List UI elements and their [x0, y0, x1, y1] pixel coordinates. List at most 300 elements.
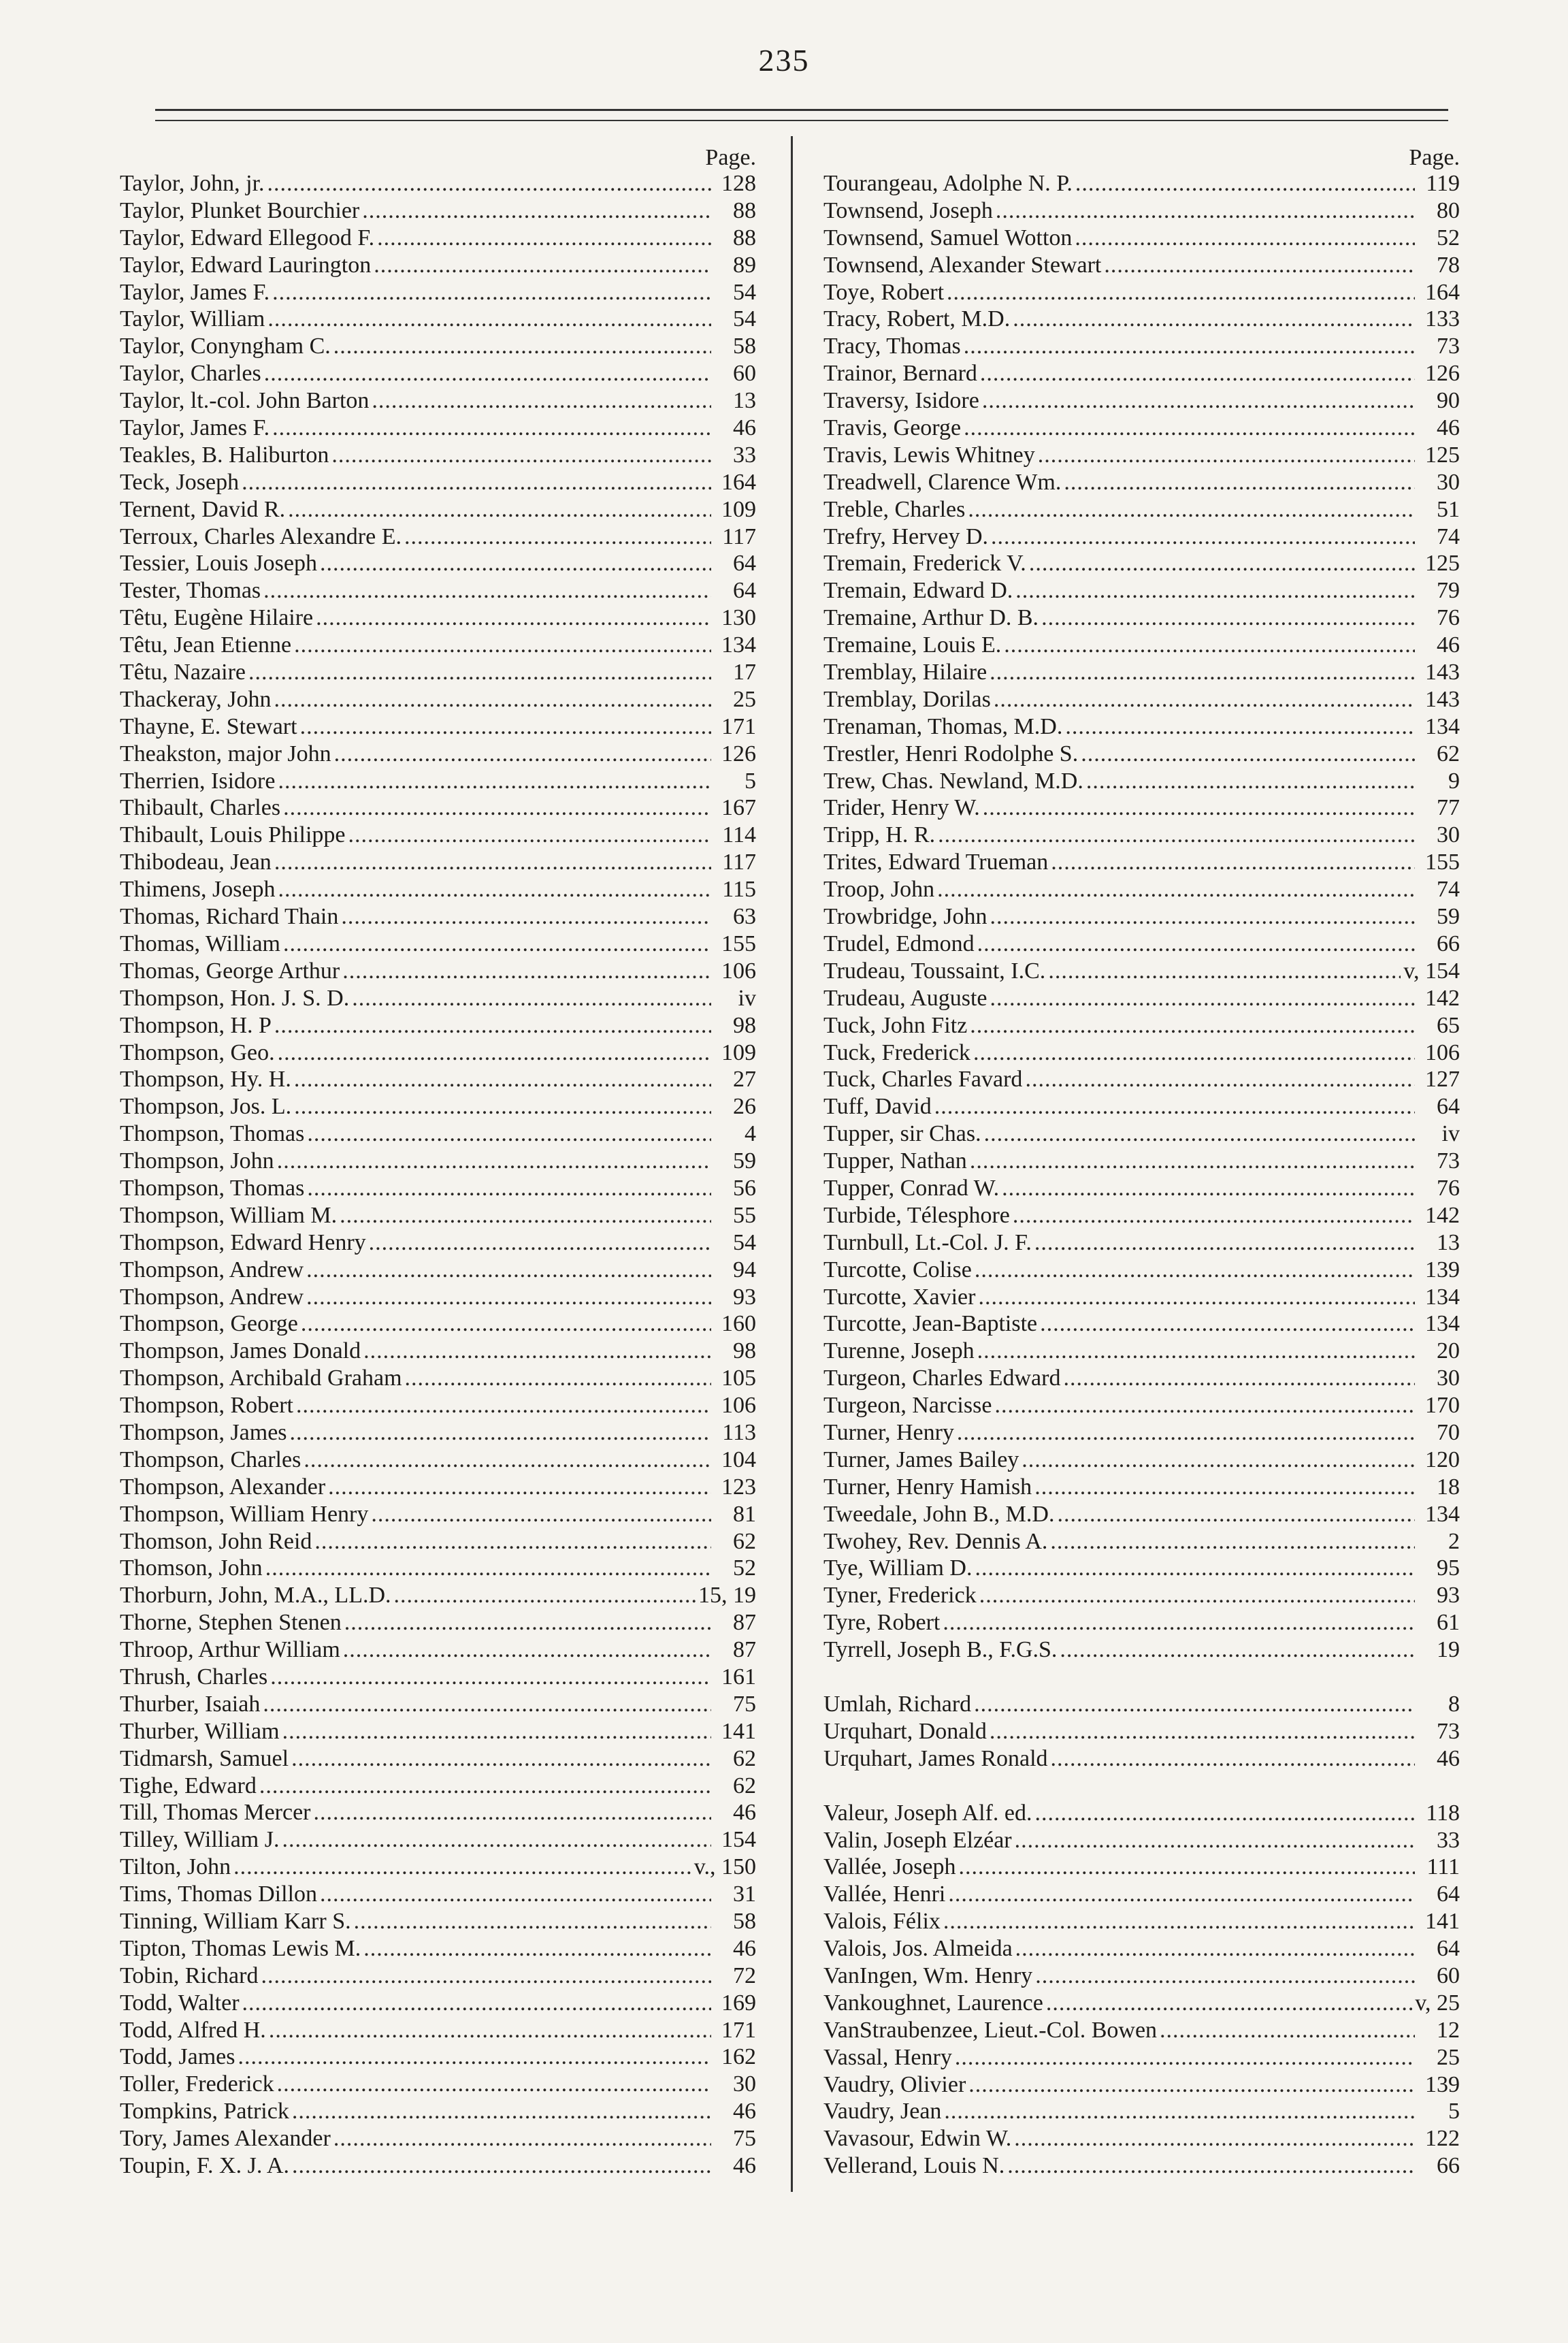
entry-page: 134 — [1425, 1501, 1460, 1527]
entry-page: 19 — [1437, 1637, 1460, 1663]
entry-name: Tripp, H. R. — [823, 822, 936, 848]
entry-page: 93 — [733, 1284, 756, 1310]
dot-leader — [344, 1609, 711, 1636]
dot-leader — [313, 1799, 711, 1826]
entry-name: Vavasour, Edwin W. — [823, 2126, 1012, 2152]
index-entry — [823, 2071, 1460, 2099]
entry-page: 73 — [1437, 1148, 1460, 1174]
entry-page: 9 — [1448, 768, 1460, 794]
index-entry — [823, 1338, 1460, 1365]
index-entry — [120, 1501, 756, 1528]
entry-name: Tyre, Robert — [823, 1610, 941, 1636]
entry-page: 62 — [733, 1773, 756, 1798]
entry-page: 134 — [1425, 1311, 1460, 1337]
dot-leader — [278, 876, 711, 903]
index-entry — [823, 442, 1460, 469]
entry-page: 142 — [1425, 1202, 1460, 1228]
entry-page: 98 — [733, 1012, 756, 1038]
entry-page: 120 — [1425, 1447, 1460, 1472]
dot-leader — [340, 1202, 711, 1229]
entry-page: 74 — [1437, 877, 1460, 903]
entry-name: Urquhart, James Ronald — [823, 1745, 1048, 1771]
dot-leader — [333, 2125, 711, 2152]
index-entry — [120, 1066, 756, 1093]
entry-name: Townsend, Joseph — [823, 197, 993, 223]
dot-leader — [1034, 1800, 1415, 1827]
entry-name: Thompson, H. P — [120, 1012, 272, 1038]
entry-name: Till, Thomas Mercer — [120, 1800, 311, 1826]
entry-name: Therrien, Isidore — [120, 768, 276, 794]
dot-leader — [264, 360, 711, 387]
index-entry — [823, 713, 1460, 741]
dot-leader — [296, 1392, 711, 1419]
entry-page: 115 — [722, 877, 756, 903]
index-entry — [823, 577, 1460, 604]
entry-page: 160 — [721, 1311, 756, 1337]
dot-leader — [352, 985, 711, 1012]
entry-name: Trudeau, Toussaint, I.C. — [823, 958, 1046, 984]
entry-page: 2 — [1448, 1528, 1460, 1554]
dot-leader — [320, 1881, 711, 1908]
entry-name: Thompson, William Henry — [120, 1501, 369, 1527]
index-entry — [120, 1718, 756, 1745]
dot-leader — [372, 387, 711, 415]
dot-leader — [354, 1908, 711, 1935]
entry-name: Thorne, Stephen Stenen — [120, 1610, 342, 1636]
dot-leader — [394, 1582, 696, 1609]
index-entry — [823, 1066, 1460, 1093]
entry-name: Travis, Lewis Whitney — [823, 442, 1035, 468]
index-entry — [120, 1854, 756, 1881]
entry-page: 117 — [722, 523, 756, 549]
entry-name: Thompson, Hon. J. S. D. — [120, 985, 350, 1011]
entry-page: 125 — [1425, 442, 1460, 468]
entry-page: 59 — [733, 1148, 756, 1174]
dot-leader — [948, 1881, 1415, 1908]
entry-page: 61 — [1437, 1610, 1460, 1636]
index-entry — [823, 1039, 1460, 1067]
index-entry — [120, 1691, 756, 1718]
index-entry — [120, 659, 756, 686]
entry-page: 64 — [733, 578, 756, 604]
index-entry — [120, 1773, 756, 1800]
entry-page: 134 — [1425, 1284, 1460, 1310]
entry-name: Thomas, George Arthur — [120, 958, 340, 984]
entry-page: 169 — [721, 1990, 756, 2016]
entry-page: 164 — [1425, 279, 1460, 305]
index-entry — [120, 1745, 756, 1773]
dot-leader — [1034, 1474, 1415, 1501]
index-entry — [823, 1528, 1460, 1555]
entry-name: Thomas, William — [120, 931, 280, 956]
dot-leader — [342, 958, 711, 985]
entry-page: 33 — [1437, 1827, 1460, 1853]
dot-leader — [306, 1284, 711, 1311]
entry-page: 77 — [1437, 795, 1460, 821]
index-entry — [120, 713, 756, 741]
entry-name: Turgeon, Narcisse — [823, 1393, 992, 1419]
index-entry — [120, 903, 756, 931]
entry-page: 88 — [733, 225, 756, 251]
entry-name: Trudel, Edmond — [823, 931, 975, 956]
index-entry — [120, 1229, 756, 1257]
dot-leader — [974, 1691, 1415, 1718]
entry-page: 126 — [1425, 361, 1460, 387]
dot-leader — [272, 415, 711, 442]
dot-leader — [233, 1854, 691, 1881]
dot-leader — [990, 985, 1415, 1012]
entry-page: v, 25 — [1415, 1990, 1460, 2016]
entry-name: Turner, Henry Hamish — [823, 1474, 1032, 1500]
entry-name: Tester, Thomas — [120, 578, 261, 604]
entry-name: Toupin, F. X. J. A. — [120, 2153, 289, 2179]
entry-page: 118 — [1426, 1800, 1460, 1826]
index-entry — [120, 1447, 756, 1474]
index-entry — [120, 604, 756, 632]
dot-leader — [1046, 1990, 1412, 2017]
entry-page: 4 — [745, 1121, 756, 1147]
entry-page: 46 — [1437, 415, 1460, 441]
entry-name: Tompkins, Patrick — [120, 2099, 289, 2124]
index-entry — [823, 1962, 1460, 1990]
index-entry — [120, 632, 756, 659]
entry-name: Thorburn, John, M.A., LL.D. — [120, 1583, 391, 1609]
index-entry — [120, 279, 756, 306]
index-entry — [120, 550, 756, 577]
entry-page: 162 — [721, 2044, 756, 2070]
entry-name: Thompson, James — [120, 1419, 287, 1445]
index-entry — [823, 1935, 1460, 1962]
entry-page: 70 — [1437, 1419, 1460, 1445]
entry-name: Tighe, Edward — [120, 1773, 257, 1798]
index-entry — [120, 741, 756, 768]
index-entry — [120, 1310, 756, 1338]
index-entry — [120, 876, 756, 903]
entry-name: Taylor, Plunket Bourchier — [120, 197, 360, 223]
dot-leader — [248, 659, 711, 686]
entry-name: Treadwell, Clarence Wm. — [823, 469, 1062, 495]
dot-leader — [404, 523, 711, 551]
index-entry — [823, 686, 1460, 713]
dot-leader — [1013, 1202, 1415, 1229]
entry-name: Thompson, George — [120, 1311, 298, 1337]
entry-name: Tweedale, John B., M.D. — [823, 1501, 1055, 1527]
dot-leader — [294, 1066, 711, 1093]
index-entry — [823, 2125, 1460, 2152]
entry-name: Tidmarsh, Samuel — [120, 1745, 289, 1771]
entry-name: Turner, James Bailey — [823, 1447, 1019, 1472]
entry-name: Tupper, Nathan — [823, 1148, 967, 1174]
index-entry — [823, 2044, 1460, 2071]
dot-leader — [282, 1718, 711, 1745]
entry-page: 73 — [1437, 334, 1460, 359]
index-entry — [120, 1120, 756, 1148]
index-entry — [823, 1229, 1460, 1257]
dot-leader — [978, 1284, 1415, 1311]
dot-leader — [274, 849, 711, 876]
entry-page: 104 — [721, 1447, 756, 1472]
dot-leader — [282, 1826, 711, 1854]
entry-name: Trites, Edward Trueman — [823, 850, 1049, 875]
entry-name: Tuck, Charles Favard — [823, 1067, 1023, 1093]
index-entry — [823, 1827, 1460, 1854]
entry-page: 65 — [1437, 1012, 1460, 1038]
entry-page: 54 — [733, 279, 756, 305]
index-entry — [823, 2152, 1460, 2180]
entry-name: Toller, Frederick — [120, 2071, 274, 2097]
entry-page: 105 — [721, 1366, 756, 1391]
entry-page: 66 — [1437, 931, 1460, 956]
index-entry — [823, 1854, 1460, 1881]
entry-name: Thomson, John Reid — [120, 1528, 312, 1554]
index-entry — [823, 170, 1460, 197]
index-entry — [823, 306, 1460, 333]
index-entry — [120, 415, 756, 442]
index-entry — [823, 632, 1460, 659]
index-entry — [823, 1718, 1460, 1745]
dot-leader — [964, 415, 1415, 442]
entry-name: Têtu, Jean Etienne — [120, 632, 292, 658]
index-entry — [823, 1392, 1460, 1419]
index-entry — [120, 252, 756, 279]
entry-page: 30 — [733, 2071, 756, 2097]
entry-name: Thurber, Isaiah — [120, 1691, 261, 1717]
dot-leader — [957, 1419, 1415, 1447]
entry-name: Valois, Jos. Almeida — [823, 1936, 1013, 1962]
index-entry — [120, 2152, 756, 2180]
dot-leader — [307, 1175, 711, 1202]
entry-name: Taylor, Charles — [120, 361, 261, 387]
entry-page: 63 — [733, 904, 756, 930]
dot-leader — [1025, 1066, 1415, 1093]
entry-page: 87 — [733, 1637, 756, 1663]
dot-leader — [341, 903, 711, 931]
entry-page: 167 — [721, 795, 756, 821]
index-entry — [120, 1284, 756, 1311]
index-entry — [823, 333, 1460, 360]
index-entry — [823, 1365, 1460, 1392]
dot-leader — [272, 279, 711, 306]
dot-leader — [944, 2098, 1415, 2125]
index-entry — [823, 1636, 1460, 1664]
entry-page: 119 — [1426, 171, 1460, 196]
entry-name: Turbide, Télesphore — [823, 1202, 1010, 1228]
entry-name: Vallée, Joseph — [823, 1854, 956, 1880]
index-entry — [823, 252, 1460, 279]
entry-name: Tremblay, Hilaire — [823, 660, 987, 685]
entry-name: Trefry, Hervey D. — [823, 523, 989, 549]
index-entry — [823, 876, 1460, 903]
index-entry — [120, 849, 756, 876]
entry-page: 109 — [721, 496, 756, 522]
entry-page: 128 — [721, 171, 756, 196]
entry-page: 125 — [1425, 551, 1460, 577]
entry-page: 114 — [722, 822, 756, 848]
entry-page: 127 — [1425, 1067, 1460, 1093]
entry-page: 90 — [1437, 388, 1460, 414]
index-entry — [823, 1012, 1460, 1039]
index-entry — [823, 1419, 1460, 1447]
entry-page: 80 — [1437, 197, 1460, 223]
entry-name: Taylor, Conyngham C. — [120, 334, 331, 359]
dot-leader — [292, 2098, 711, 2125]
index-entry — [823, 1501, 1460, 1528]
dot-leader — [977, 1338, 1415, 1365]
dot-leader — [975, 1257, 1415, 1284]
entry-page: 106 — [721, 1393, 756, 1419]
index-entry — [823, 1284, 1460, 1311]
entry-page: 171 — [721, 2017, 756, 2043]
index-list-u — [823, 1691, 1460, 1773]
dot-leader — [238, 2043, 712, 2071]
entry-name: Todd, Walter — [120, 1990, 240, 2016]
entry-page: iv — [738, 985, 756, 1011]
entry-page: 26 — [733, 1094, 756, 1120]
entry-page: 88 — [733, 197, 756, 223]
index-list — [120, 170, 756, 2180]
entry-page: 64 — [1437, 1881, 1460, 1907]
entry-name: Thompson, Archibald Graham — [120, 1366, 402, 1391]
entry-name: Thompson, Hy. H. — [120, 1067, 291, 1093]
entry-page: 143 — [1425, 686, 1460, 712]
dot-leader — [982, 387, 1415, 415]
dot-leader — [369, 1229, 711, 1257]
index-entry — [120, 225, 756, 252]
entry-page: 141 — [721, 1718, 756, 1744]
entry-name: Tremain, Frederick V. — [823, 551, 1026, 577]
dot-leader — [269, 2017, 711, 2044]
dot-leader — [977, 931, 1415, 958]
entry-name: Teck, Joseph — [120, 469, 240, 495]
entry-name: VanIngen, Wm. Henry — [823, 1963, 1033, 1988]
entry-page: iv — [1441, 1121, 1460, 1147]
index-entry — [823, 794, 1460, 822]
index-entry — [823, 1474, 1460, 1501]
dot-leader — [1013, 306, 1415, 333]
dot-leader — [990, 1718, 1415, 1745]
entry-page: 113 — [722, 1419, 756, 1445]
entry-page: 54 — [733, 1229, 756, 1255]
index-entry — [120, 1636, 756, 1664]
entry-name: Turnbull, Lt.-Col. J. F. — [823, 1229, 1032, 1255]
dot-leader — [1015, 1935, 1415, 1962]
entry-name: Toye, Robert — [823, 279, 945, 305]
entry-name: VanStraubenzee, Lieut.-Col. Bowen — [823, 2017, 1158, 2043]
dot-leader — [263, 577, 711, 604]
dot-leader — [314, 1528, 711, 1555]
entry-page: v, 154 — [1403, 958, 1460, 984]
entry-page: 30 — [1437, 822, 1460, 848]
entry-name: Tuff, David — [823, 1094, 932, 1120]
right-column — [823, 146, 1460, 2180]
dot-leader — [371, 1501, 711, 1528]
index-entry — [823, 741, 1460, 768]
index-entry — [823, 1800, 1460, 1827]
entry-name: Turenne, Joseph — [823, 1338, 975, 1364]
entry-page: 64 — [1437, 1936, 1460, 1962]
index-entry — [120, 985, 756, 1012]
dot-leader — [934, 1093, 1415, 1120]
index-entry — [823, 1990, 1460, 2017]
entry-name: Thibault, Louis Philippe — [120, 822, 346, 848]
dot-leader — [270, 1664, 711, 1691]
entry-page: 66 — [1437, 2153, 1460, 2179]
index-entry — [823, 931, 1460, 958]
dot-leader — [288, 496, 711, 523]
dot-leader — [964, 333, 1415, 360]
entry-page: 75 — [733, 2126, 756, 2152]
dot-leader — [300, 713, 711, 741]
dot-leader — [265, 1555, 711, 1582]
entry-name: Thayne, E. Stewart — [120, 713, 297, 739]
entry-page: 87 — [733, 1610, 756, 1636]
index-entry — [120, 1528, 756, 1555]
index-entry — [823, 197, 1460, 225]
entry-name: Trew, Chas. Newland, M.D. — [823, 768, 1083, 794]
dot-leader — [320, 550, 711, 577]
dot-leader — [943, 1908, 1415, 1935]
entry-page: 155 — [721, 931, 756, 956]
entry-page: 46 — [1437, 1745, 1460, 1771]
entry-name: Tupper, Conrad W. — [823, 1175, 1000, 1201]
dot-leader — [374, 252, 711, 279]
entry-page: 143 — [1425, 660, 1460, 685]
entry-name: Thompson, Geo. — [120, 1039, 275, 1065]
entry-page: 5 — [1448, 2099, 1460, 2124]
entry-page: 52 — [733, 1555, 756, 1581]
page-column-header: Page. — [1409, 145, 1460, 170]
dot-leader — [1086, 768, 1415, 795]
index-entry — [120, 1338, 756, 1365]
index-entry — [823, 985, 1460, 1012]
entry-name: Theakston, major John — [120, 741, 331, 766]
entry-page: 60 — [1437, 1963, 1460, 1988]
index-entry — [120, 1799, 756, 1826]
entry-name: Trestler, Henri Rodolphe S. — [823, 741, 1079, 766]
dot-leader — [955, 2044, 1415, 2071]
entry-name: Traversy, Isidore — [823, 388, 979, 414]
page-number: 235 — [758, 43, 810, 78]
index-entry — [120, 306, 756, 333]
entry-page: 13 — [1437, 1229, 1460, 1255]
index-entry — [823, 604, 1460, 632]
index-list-v — [823, 1800, 1460, 2180]
index-entry — [120, 469, 756, 496]
index-entry — [120, 1257, 756, 1284]
entry-name: Thompson, Thomas — [120, 1175, 305, 1201]
entry-page: 73 — [1437, 1718, 1460, 1744]
entry-name: Trainor, Bernard — [823, 361, 977, 387]
dot-leader — [292, 2152, 711, 2180]
entry-name: Tracy, Thomas — [823, 334, 961, 359]
entry-page: 17 — [733, 660, 756, 685]
entry-page: 52 — [1437, 225, 1460, 251]
entry-page: 141 — [1425, 1909, 1460, 1935]
index-entry — [120, 1990, 756, 2017]
entry-name: Tims, Thomas Dillon — [120, 1881, 318, 1907]
index-entry — [120, 1039, 756, 1067]
dot-leader — [328, 1474, 711, 1501]
entry-name: Turcotte, Xavier — [823, 1284, 976, 1310]
index-entry — [823, 2098, 1460, 2125]
index-entry — [120, 577, 756, 604]
entry-name: Tyrrell, Joseph B., F.G.S. — [823, 1637, 1058, 1663]
dot-leader — [334, 741, 711, 768]
entry-name: Thurber, William — [120, 1718, 280, 1744]
entry-name: Vellerand, Louis N. — [823, 2153, 1005, 2179]
index-entry — [120, 2098, 756, 2125]
entry-name: Thompson, Charles — [120, 1447, 301, 1472]
